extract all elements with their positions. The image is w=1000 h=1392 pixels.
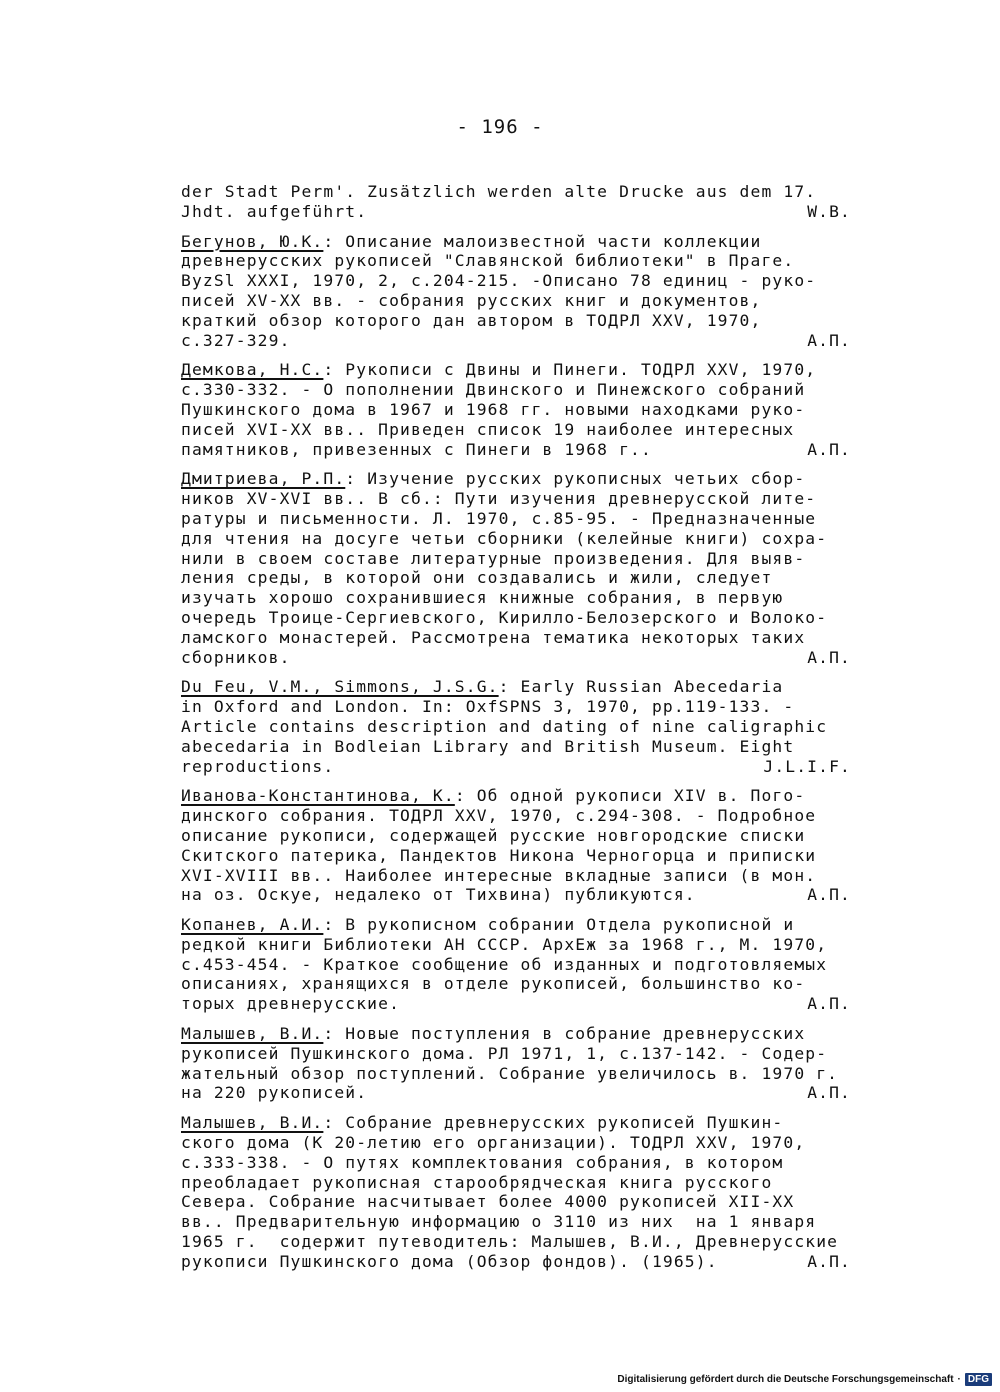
- line-text-wrap: [181, 935, 827, 955]
- line-text-wrap: [181, 1252, 718, 1272]
- page-number: - 196 -: [456, 116, 544, 138]
- line-text: для чтения на досуге четьи сборники (келейные книги) сохра-: [181, 528, 828, 548]
- entry-line: [181, 935, 881, 955]
- entry-line: [181, 311, 881, 331]
- line-text: : Early Russian Abecedaria: [498, 677, 784, 697]
- entry-line: [181, 915, 881, 935]
- entry-line: [181, 806, 881, 826]
- entry-line: [181, 1133, 881, 1153]
- entry-author: Малышев, В.И.: [181, 1024, 324, 1044]
- entry-line: [181, 717, 881, 737]
- bibliography-entry: [181, 786, 881, 905]
- line-text: на оз. Оскуе, недалеко от Тихвина) публикуются.: [181, 885, 696, 905]
- bibliography-entry: [181, 182, 881, 222]
- line-text-wrap: [181, 628, 805, 648]
- line-text-wrap: [181, 202, 367, 222]
- bibliography-entry: [181, 677, 881, 776]
- line-text-wrap: [181, 994, 400, 1014]
- line-text: : Новые поступления в собрание древнерусских: [323, 1024, 806, 1044]
- line-text: рукописи Пушкинского дома (Обзор фондов). (1965).: [181, 1251, 718, 1271]
- entry-line: [181, 628, 881, 648]
- bibliography-entry: [181, 232, 881, 351]
- line-text-wrap: [181, 1113, 783, 1133]
- line-text: Jhdt. aufgeführt.: [181, 201, 368, 221]
- bibliography-entry: [181, 1024, 881, 1103]
- line-text: описание рукописи, содержащей русские новгородские списки: [181, 825, 806, 845]
- line-text: на 220 рукописей.: [181, 1083, 368, 1103]
- entry-line: [181, 677, 881, 697]
- line-text-wrap: [181, 885, 696, 905]
- line-text: abecedaria in Bodleian Library and British Museum. Eight: [181, 736, 795, 756]
- entry-line: [181, 440, 881, 460]
- entry-line: [181, 509, 881, 529]
- line-text: памятников, привезенных с Пинеги в 1968 г..: [181, 439, 652, 459]
- line-text-wrap: [181, 1212, 816, 1232]
- entry-line: [181, 1044, 881, 1064]
- entry-line: [181, 1232, 881, 1252]
- entry-line: [181, 1173, 881, 1193]
- line-text: преобладает рукописная старообрядческая книга русского: [181, 1172, 773, 1192]
- line-text: с.333-338. - О путях комплектования собрания, в котором: [181, 1152, 784, 1172]
- entry-line: [181, 1064, 881, 1084]
- reviewer-initials: А.П.: [807, 885, 851, 905]
- entry-line: [181, 420, 881, 440]
- line-text: Севера. Собрание насчитывает более 4000 рукописей XII-XX: [181, 1192, 795, 1212]
- bibliography-entry: [181, 360, 881, 459]
- line-text-wrap: [181, 608, 827, 628]
- line-text-wrap: [181, 311, 761, 331]
- entry-line: [181, 380, 881, 400]
- line-text-wrap: [181, 400, 805, 420]
- line-text: ByzSl XXXI, 1970, 2, с.204-215. -Описано 78 единиц - руко-: [181, 271, 817, 291]
- line-text: рукописей Пушкинского дома. РЛ 1971, 1, с.137-142. - Содер-: [181, 1043, 828, 1063]
- bibliography-text: [181, 182, 881, 1282]
- line-text-wrap: [181, 568, 772, 588]
- line-text: сборников.: [181, 647, 291, 667]
- entry-line: [181, 786, 881, 806]
- reviewer-initials: А.П.: [807, 994, 851, 1014]
- bibliography-entry: [181, 469, 881, 667]
- bibliography-entry: [181, 1113, 881, 1271]
- line-text-wrap: [181, 806, 816, 826]
- entry-line: [181, 1083, 881, 1103]
- line-text: ламского монастерей. Рассмотрена тематика некоторых таких: [181, 627, 806, 647]
- line-text: reproductions.: [181, 756, 335, 776]
- line-text-wrap: [181, 588, 783, 608]
- line-text: с.330-332. - О пополнении Двинского и Пинежского собраний: [181, 380, 806, 400]
- line-text: очередь Троице-Сергиевского, Кирилло-Белозерского и Волоко-: [181, 607, 828, 627]
- line-text: вв.. Предварительную информацию о 3110 из них на 1 января: [181, 1212, 817, 1232]
- line-text: древнерусских рукописей "Славянской библиотеки" в Праге.: [181, 251, 795, 271]
- line-text-wrap: [181, 489, 816, 509]
- reviewer-initials: W.B.: [807, 201, 851, 221]
- entry-line: [181, 291, 881, 311]
- line-text-wrap: [181, 360, 816, 380]
- line-text-wrap: [181, 648, 291, 668]
- line-text: : В рукописном собрании Отдела рукописной и: [323, 915, 795, 935]
- line-text-wrap: [181, 717, 827, 737]
- entry-line: [181, 1212, 881, 1232]
- line-text-wrap: [181, 331, 291, 351]
- entry-author: Du Feu, V.M., Simmons, J.S.G.: [181, 677, 499, 697]
- entry-line: [181, 1024, 881, 1044]
- line-text-wrap: [181, 420, 794, 440]
- entry-line: [181, 568, 881, 588]
- entry-line: [181, 826, 881, 846]
- line-text-wrap: [181, 757, 334, 777]
- line-text: : Собрание древнерусских рукописей Пушкин-: [323, 1113, 784, 1133]
- entry-line: [181, 469, 881, 489]
- line-text: писей XV-XX вв. - собрания русских книг и документов,: [181, 290, 762, 310]
- reviewer-initials: А.П.: [807, 330, 851, 350]
- entry-author: Дмитриева, Р.П.: [181, 469, 346, 489]
- line-text-wrap: [181, 529, 827, 549]
- line-text: редкой книги Библиотеки АН СССР. АрхЕж за 1968 г., М. 1970,: [181, 934, 828, 954]
- entry-line: [181, 846, 881, 866]
- line-text: Article contains description and dating of nine caligraphic: [181, 716, 828, 736]
- entry-line: [181, 360, 881, 380]
- reviewer-initials: А.П.: [807, 647, 851, 667]
- entry-line: [181, 202, 881, 222]
- line-text-wrap: [181, 182, 816, 202]
- line-text-wrap: [181, 974, 805, 994]
- entry-line: [181, 588, 881, 608]
- line-text: Скитского патерика, Пандектов Никона Черногорца и приписки: [181, 845, 817, 865]
- entry-line: [181, 757, 881, 777]
- line-text-wrap: [181, 440, 652, 460]
- line-text-wrap: [181, 846, 816, 866]
- line-text-wrap: [181, 677, 783, 697]
- line-text-wrap: [181, 1133, 805, 1153]
- entry-line: [181, 866, 881, 886]
- line-text-wrap: [181, 509, 816, 529]
- entry-author: Малышев, В.И.: [181, 1113, 324, 1133]
- line-text-wrap: [181, 786, 805, 806]
- entry-line: [181, 549, 881, 569]
- line-text-wrap: [181, 291, 761, 311]
- entry-line: [181, 885, 881, 905]
- line-text-wrap: [181, 1173, 772, 1193]
- line-text: : Об одной рукописи XIV в. Пого-: [454, 786, 806, 806]
- entry-line: [181, 182, 881, 202]
- line-text: краткий обзор которого дан автором в ТОДРЛ XXV, 1970,: [181, 310, 762, 330]
- line-text-wrap: [181, 1064, 838, 1084]
- entry-line: [181, 1252, 881, 1272]
- line-text: нили в своем составе литературные произведения. Для выяв-: [181, 548, 806, 568]
- entry-author: Иванова-Константинова, К.: [181, 786, 455, 806]
- footer: [617, 1373, 992, 1386]
- line-text-wrap: [181, 1232, 838, 1252]
- line-text-wrap: [181, 549, 805, 569]
- entry-line: [181, 489, 881, 509]
- line-text-wrap: [181, 1044, 827, 1064]
- entry-author: Бегунов, Ю.К.: [181, 231, 324, 251]
- entry-author: Копанев, А.И.: [181, 915, 324, 935]
- line-text: ского дома (К 20-летию его организации). ТОДРЛ XXV, 1970,: [181, 1133, 806, 1153]
- line-text: ников XV-XVI вв.. В сб.: Пути изучения древнерусской лите-: [181, 489, 817, 509]
- line-text: с.327-329.: [181, 330, 291, 350]
- entry-line: [181, 1113, 881, 1133]
- line-text-wrap: [181, 232, 761, 252]
- entry-line: [181, 737, 881, 757]
- entry-line: [181, 974, 881, 994]
- entry-line: [181, 608, 881, 628]
- line-text-wrap: [181, 251, 794, 271]
- footer-separator: ·: [957, 1374, 961, 1385]
- entry-line: [181, 400, 881, 420]
- bibliography-entry: [181, 915, 881, 1014]
- line-text: писей XVI-XX вв.. Приведен список 19 наиболее интересных: [181, 419, 795, 439]
- entry-line: [181, 251, 881, 271]
- line-text: : Описание малоизвестной части коллекции: [323, 231, 762, 251]
- line-text-wrap: [181, 915, 794, 935]
- line-text-wrap: [181, 866, 816, 886]
- line-text: : Изучение русских рукописных четьих сбор-: [345, 469, 806, 489]
- line-text: der Stadt Perm'. Zusätzlich werden alte Drucke aus dem 17.: [181, 182, 817, 201]
- entry-line: [181, 697, 881, 717]
- reviewer-initials: А.П.: [807, 1083, 851, 1103]
- line-text: с.453-454. - Краткое сообщение об изданных и подготовляемых: [181, 954, 828, 974]
- line-text: динского собрания. ТОДРЛ XXV, 1970, с.294-308. - Подробное: [181, 806, 817, 826]
- line-text: жательный обзор поступлений. Собрание увеличилось в. 1970 г.: [181, 1063, 839, 1083]
- entry-line: [181, 648, 881, 668]
- entry-line: [181, 1192, 881, 1212]
- line-text: in Oxford and London. In: OxfSPNS 3, 1970, pp.119-133. -: [181, 697, 795, 717]
- line-text-wrap: [181, 955, 827, 975]
- line-text-wrap: [181, 380, 805, 400]
- line-text-wrap: [181, 271, 816, 291]
- entry-line: [181, 271, 881, 291]
- line-text-wrap: [181, 469, 805, 489]
- line-text-wrap: [181, 1192, 794, 1212]
- line-text-wrap: [181, 1083, 367, 1103]
- line-text: торых древнерусские.: [181, 994, 401, 1014]
- reviewer-initials: А.П.: [807, 1251, 851, 1271]
- line-text: XVI-XVIII вв.. Наиболее интересные вкладные записи (в мон.: [181, 865, 817, 885]
- entry-line: [181, 1153, 881, 1173]
- line-text: ратуры и письменности. Л. 1970, с.85-95. - Предназначенные: [181, 508, 817, 528]
- footer-text: Digitalisierung gefördert durch die Deutsche Forschungsgemeinschaft: [617, 1374, 954, 1385]
- entry-author: Демкова, Н.С.: [181, 360, 324, 380]
- line-text: изучать хорошо сохранившиеся книжные собрания, в первую: [181, 588, 784, 608]
- line-text: ления среды, в которой они создавались и жили, следует: [181, 568, 773, 588]
- line-text-wrap: [181, 737, 794, 757]
- entry-line: [181, 529, 881, 549]
- line-text-wrap: [181, 826, 805, 846]
- line-text: описаниях, хранящихся в отделе рукописей, большинство ко-: [181, 974, 806, 994]
- line-text: Пушкинского дома в 1967 и 1968 гг. новыми находками руко-: [181, 399, 806, 419]
- reviewer-initials: J.L.I.F.: [763, 756, 851, 776]
- entry-line: [181, 994, 881, 1014]
- entry-line: [181, 955, 881, 975]
- line-text: : Рукописи с Двины и Пинеги. ТОДРЛ XXV, 1970,: [323, 360, 817, 380]
- reviewer-initials: А.П.: [807, 439, 851, 459]
- entry-line: [181, 232, 881, 252]
- line-text: 1965 г. содержит путеводитель: Малышев, В.И., Древнерусские: [181, 1232, 839, 1252]
- line-text-wrap: [181, 1153, 783, 1173]
- line-text-wrap: [181, 697, 794, 717]
- line-text-wrap: [181, 1024, 805, 1044]
- dfg-logo: DFG: [965, 1373, 992, 1386]
- entry-line: [181, 331, 881, 351]
